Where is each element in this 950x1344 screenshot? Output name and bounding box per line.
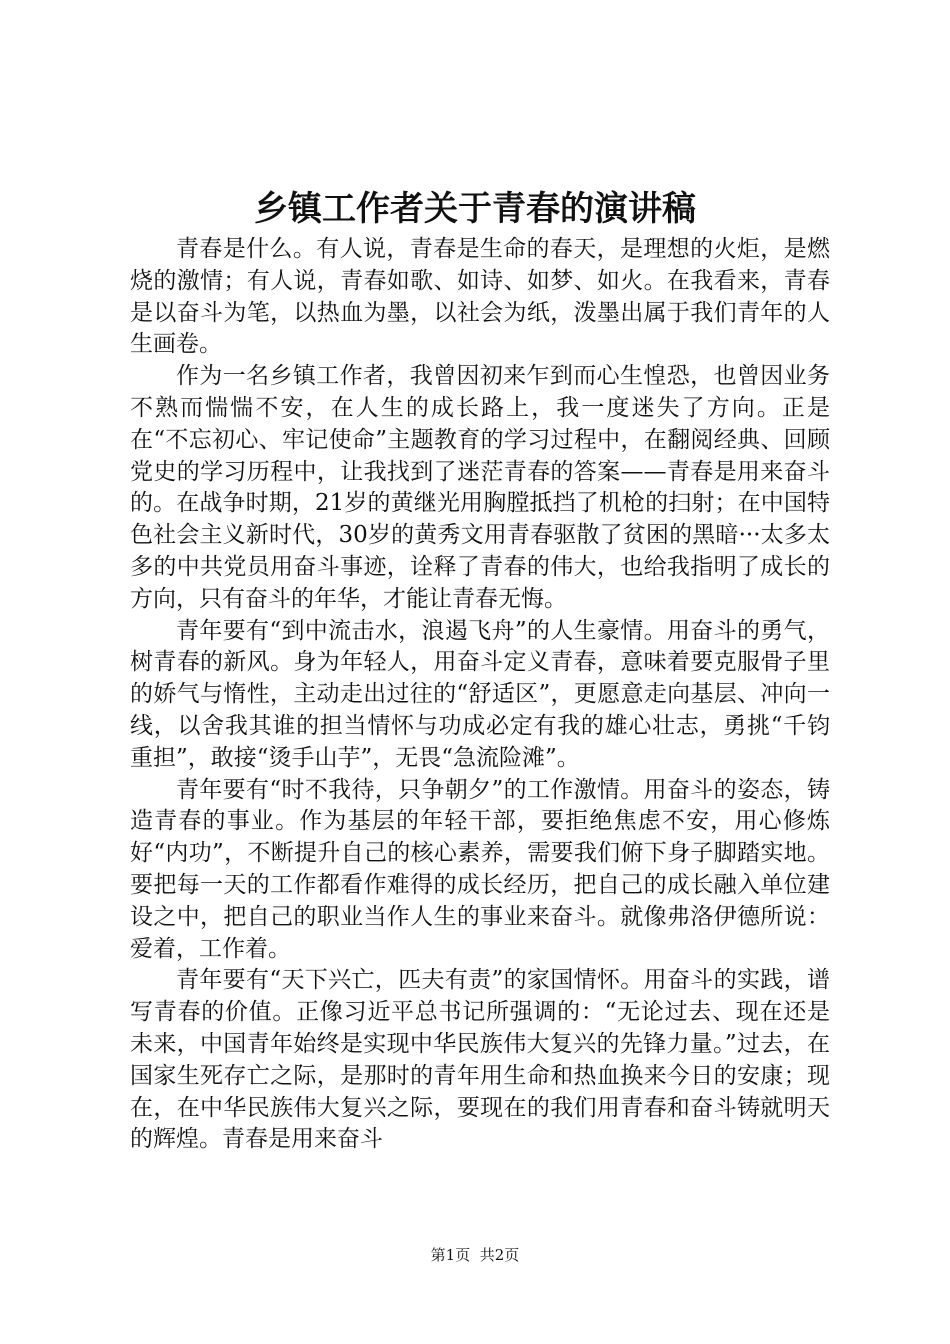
paragraph-3: 青年要有“到中流击水，浪遏飞舟”的人生豪情。用奋斗的勇气，树青春的新风。身为年轻人，用奋斗定义青春，意味着要克服骨子里的娇气与惰性，主动走出过往的“舒适区”，更愿意走向基层、冲向一线，以舍我其谁的担当情怀与功成必定有我的雄心壮志，勇挑“千钧重担”，敢接“烫手山芋”，无畏“急流险滩”。 <box>130 617 830 771</box>
page-total: 共2页 <box>479 1246 520 1264</box>
paragraph-4: 青年要有“时不我待，只争朝夕”的工作激情。用奋斗的姿态，铸造青春的事业。作为基层的年轻干部，要拒绝焦虑不安，用心修炼好“内功”，不断提升自己的核心素养，需要我们俯下身子脚踏实地。要把每一天的工作都看作难得的成长经历，把自己的成长融入单位建设之中，把自己的职业当作人生的事业来奋斗。就像弗洛伊德所说：爱着，工作着。 <box>130 776 830 962</box>
paragraph-2: 作为一名乡镇工作者，我曾因初来乍到而心生惶恐，也曾因业务不熟而惴惴不安，在人生的成长路上，我一度迷失了方向。正是在“不忘初心、牢记使命”主题教育的学习过程中，在翻阅经典、回顾党史的学习历程中，让我找到了迷茫青春的答案——青春是用来奋斗的。在战争时期，21岁的黄继光用胸膛抵挡了机枪的扫射；在中国特色社会主义新时代，30岁的黄秀文用青春驱散了贫困的黑暗···太多太多的中共党员用奋斗事迹，诠释了青春的伟大，也给我指明了成长的方向，只有奋斗的年华，才能让青春无悔。 <box>130 363 830 612</box>
paragraph-1: 青春是什么。有人说，青春是生命的春天，是理想的火炬，是燃烧的激情；有人说，青春如歌、如诗、如梦、如火。在我看来，青春是以奋斗为笔，以热血为墨，以社会为纸，泼墨出属于我们青年的人生画卷。 <box>130 236 830 358</box>
document-body <box>130 234 830 1156</box>
page-number: 第1页 <box>430 1246 471 1264</box>
paragraph-5: 青年要有“天下兴亡，匹夫有责”的家国情怀。用奋斗的实践，谱写青春的价值。正像习近平总书记所强调的：“无论过去、现在还是未来，中国青年始终是实现中华民族伟大复兴的先锋力量。”过去，在国家生死存亡之际，是那时的青年用生命和热血换来今日的安康；现在，在中华民族伟大复兴之际，要现在的我们用青春和奋斗铸就明天的辉煌。青春是用来奋斗 <box>130 967 830 1153</box>
page-footer <box>0 1245 950 1265</box>
document-title: 乡镇工作者关于青春的演讲稿 <box>254 189 696 229</box>
